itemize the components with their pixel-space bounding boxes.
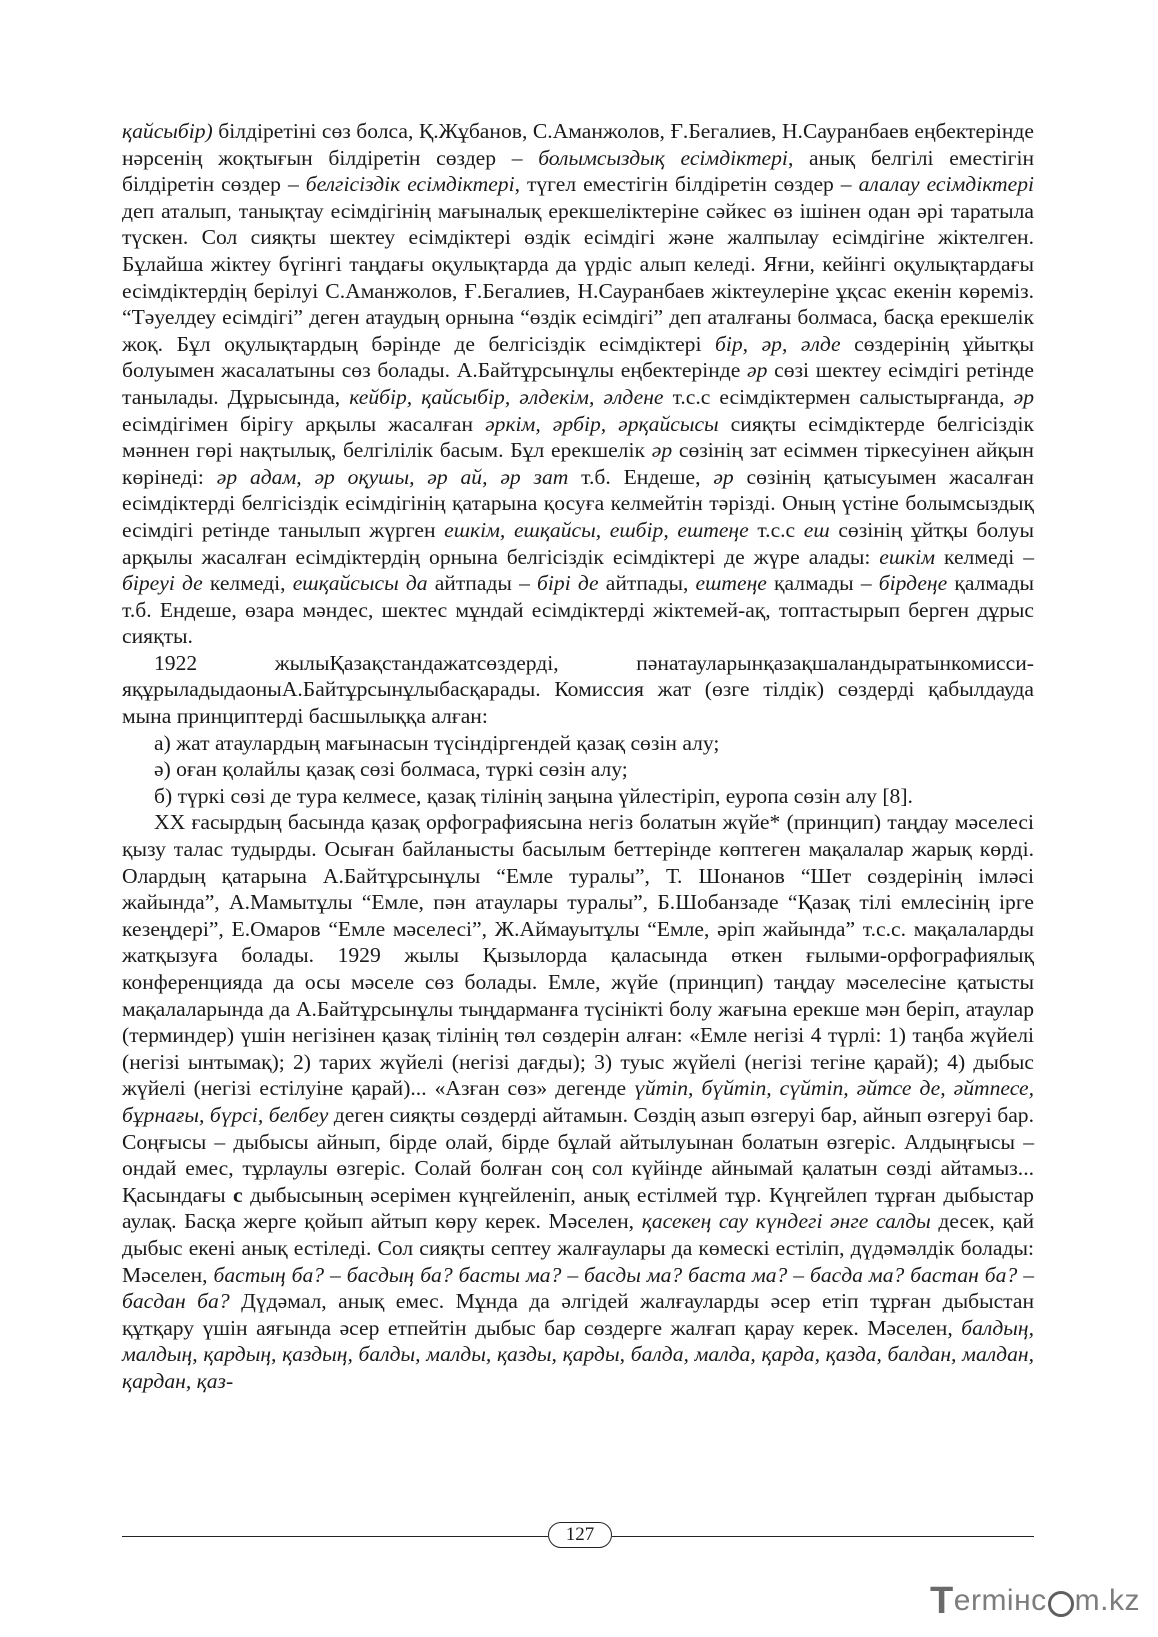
paragraph-2: 1922 жылыҚазақстандажатсөздерді, пәнатауларынқазақшаландыратынкомиссияқұрыладыдаоныА.Байтұрсынұлыбасқарады. Комиссия жат (өзге тілдік) сөздерді қабылдауда мына принциптерді басшылыққа алған: xyxy=(122,650,1034,729)
globe-icon xyxy=(1048,1591,1074,1617)
page-body xyxy=(122,118,1034,1395)
paragraph-1: қайсыбір) білдіретіні сөз болса, Қ.Жұбанов, С.Аманжолов, Ғ.Бегалиев, Н.Сауранбаев еңбектерінде нәрсенің жоқтығын білдіретін сөздер – болымсыздық есімдіктері, анық белгілі еместігін білдіретін сөздер – белгісіздік есімдіктері, түгел еместігін білдіретін сөздер – алалау есімдіктері деп аталып, танықтау есімдігінің мағыналық ерекшеліктеріне сәйкес өз ішінен одан әрі таратыла түскен. Сол сияқты шектеу есімдіктері өздік есімдігі және жалпылау есімдігіне жіктелген. Бұлайша жіктеу бүгінгі таңдағы оқулықтарда да үрдіс алып келеді. Яғни, кейінгі оқулықтардағы есімдіктердің берілуі С.Аманжолов, Ғ.Бегалиев, Н.Сауранбаев жіктеулеріне ұқсас екенін көреміз. “Тәуелдеу есімдігі” деген атаудың орнына “өздік есімдігі” деп аталғаны болмаса, басқа ерекшелік жоқ. Бұл оқулықтардың бәрінде де белгісіздік есімдіктері бір, әр, әлде сөздерінің ұйытқы болуымен жасалатыны сөз болады. А.Байтұрсынұлы еңбектерінде әр сөзі шектеу есімдігі ретінде танылады. Дұрысында, кейбір, қайсыбір, әлдекім, әлдене т.с.с есімдіктермен салыстырғанда, әр есімдігімен бірігу арқылы жасалған әркім, әрбір, әрқайсысы сияқты есімдіктерде белгісіздік мәннен гөрі нақтылық, белгілілік басым. Бұл ерекшелік әр сөзінің зат есіммен тіркесуінен айқын көрінеді: әр адам, әр оқушы, әр ай, әр зат т.б. Ендеше, әр сөзінің қатысуымен жасалған есімдіктерді белгісіздік есімдігінің қатарына қосуға келмейтін тәрізді. Оның үстіне болымсыздық есімдігі ретінде танылып жүрген ешкім, ешқайсы, ешбір, ештеңе т.с.с еш сөзінің ұйтқы болуы арқылы жасалған есімдіктердің орнына белгісіздік есімдіктері де жүре алады: ешкім келмеді – біреуі де келмеді, ешқайсысы да айтпады – бірі де айтпады, ештеңе қалмады – бірдеңе қалмады т.б. Ендеше, өзара мәндес, шектес мұндай есімдіктерді жіктемей-ақ, топтастырып берген дұрыс сияқты. xyxy=(122,119,1035,649)
site-watermark xyxy=(930,1577,1140,1625)
list-item: а) жат атаулардың мағынасын түсіндіргендей қазақ сөзін алу; xyxy=(154,730,720,755)
watermark-letter: T xyxy=(930,1579,954,1622)
list-item: б) түркі сөзі де тура келмесе, қазақ тілінің заңына үйлестіріп, еуропа сөзін алу [8]. xyxy=(154,783,913,808)
footer-rule-right xyxy=(612,1536,1034,1537)
watermark-text: ermінc xyxy=(953,1584,1047,1617)
watermark-domain: m.kz xyxy=(1074,1584,1140,1617)
paragraph-3: XX ғасырдың басында қазақ орфографиясына негіз болатын жүйе* (принцип) таңдау мәселесі қызу талас тудырды. Осыған байланысты басылым беттерінде көптеген мақалалар жарық көрді. Олардың қатарына А.Байтұрсынұлы “Емле туралы”, Т. Шонанов “Шет сөздерінің імләсі жайында”, А.Мамытұлы “Емле, пән атаулары туралы”, Б.Шобанзаде “Қазақ тілі емлесінің ірге кезеңдері”, Е.Омаров “Емле мәселесі”, Ж.Аймауытұлы “Емле, әріп жайында” т.с.с. мақалаларды жатқызуға болады. 1929 жылы Қызылорда қаласында өткен ғылыми-орфографиялық конференцияда да осы мәселе сөз болады. Емле, жүйе (принцип) таңдау мәселесіне қатысты мақалаларында да А.Байтұрсынұлы тыңдарманға түсінікті болу жағына ерекше мән беріп, атаулар (терминдер) үшін негізінен қазақ тілінің төл сөздерін алған: «Емле негізі 4 түрлі: 1) таңба жүйелі (негізі ынтымақ); 2) тарих жүйелі (негізі дағды); 3) туыс жүйелі (негізі тегіне қарай); 4) дыбыс жүйелі (негізі естілуіне қарай)... «Азған сөз» дегенде үйтіп, бүйтіп, сүйтіп, әйтсе де, әйтпесе, бұрнағы, бүрсі, белбеу деген сияқты сөздерді айтамын. Сөздің азып өзгеруі бар, айнып өзгеруі бар. Соңғысы – дыбысы айнып, бірде олай, бірде бұлай айтылуынан болатын өзгеріс. Алдыңғысы – ондай емес, тұрлаулы өзгеріс. Солай болған соң сол күйінде айнымай қалатын сөзді айтамыз... Қасындағы с дыбысының әсерімен күңгейленіп, анық естілмей тұр. Күңгейлеп тұрған дыбыстар аулақ. Басқа жерге қойып айтып көру керек. Мәселен, қасекең сау күндегі әнге салды десек, қай дыбыс екені анық естіледі. Сол сияқты септеу жалғаулары да көмескі естіліп, дүдәмәлдік болады: Мәселен, бастың ба? – басдың ба? басты ма? – басды ма? баста ма? – басда ма? бастан ба? – басдан ба? Дүдәмал, анық емес. Мұнда да әлгідей жалғауларды әсер етіп тұрған дыбыстан құтқару үшін аяғында әсер етпейтін дыбыс бар сөздерге жалғап қарау керек. Мәселен, балдың, малдың, қардың, қаздың, балды, малды, қазды, қарды, балда, малда, қарда, қазда, балдан, малдан, қардан, қаз- xyxy=(122,810,1035,1393)
page-number: 127 xyxy=(548,1522,612,1548)
footer-rule-left xyxy=(122,1536,548,1537)
list-item: ә) оған қолайлы қазақ сөзі болмаса, түркі сөзін алу; xyxy=(154,757,628,782)
